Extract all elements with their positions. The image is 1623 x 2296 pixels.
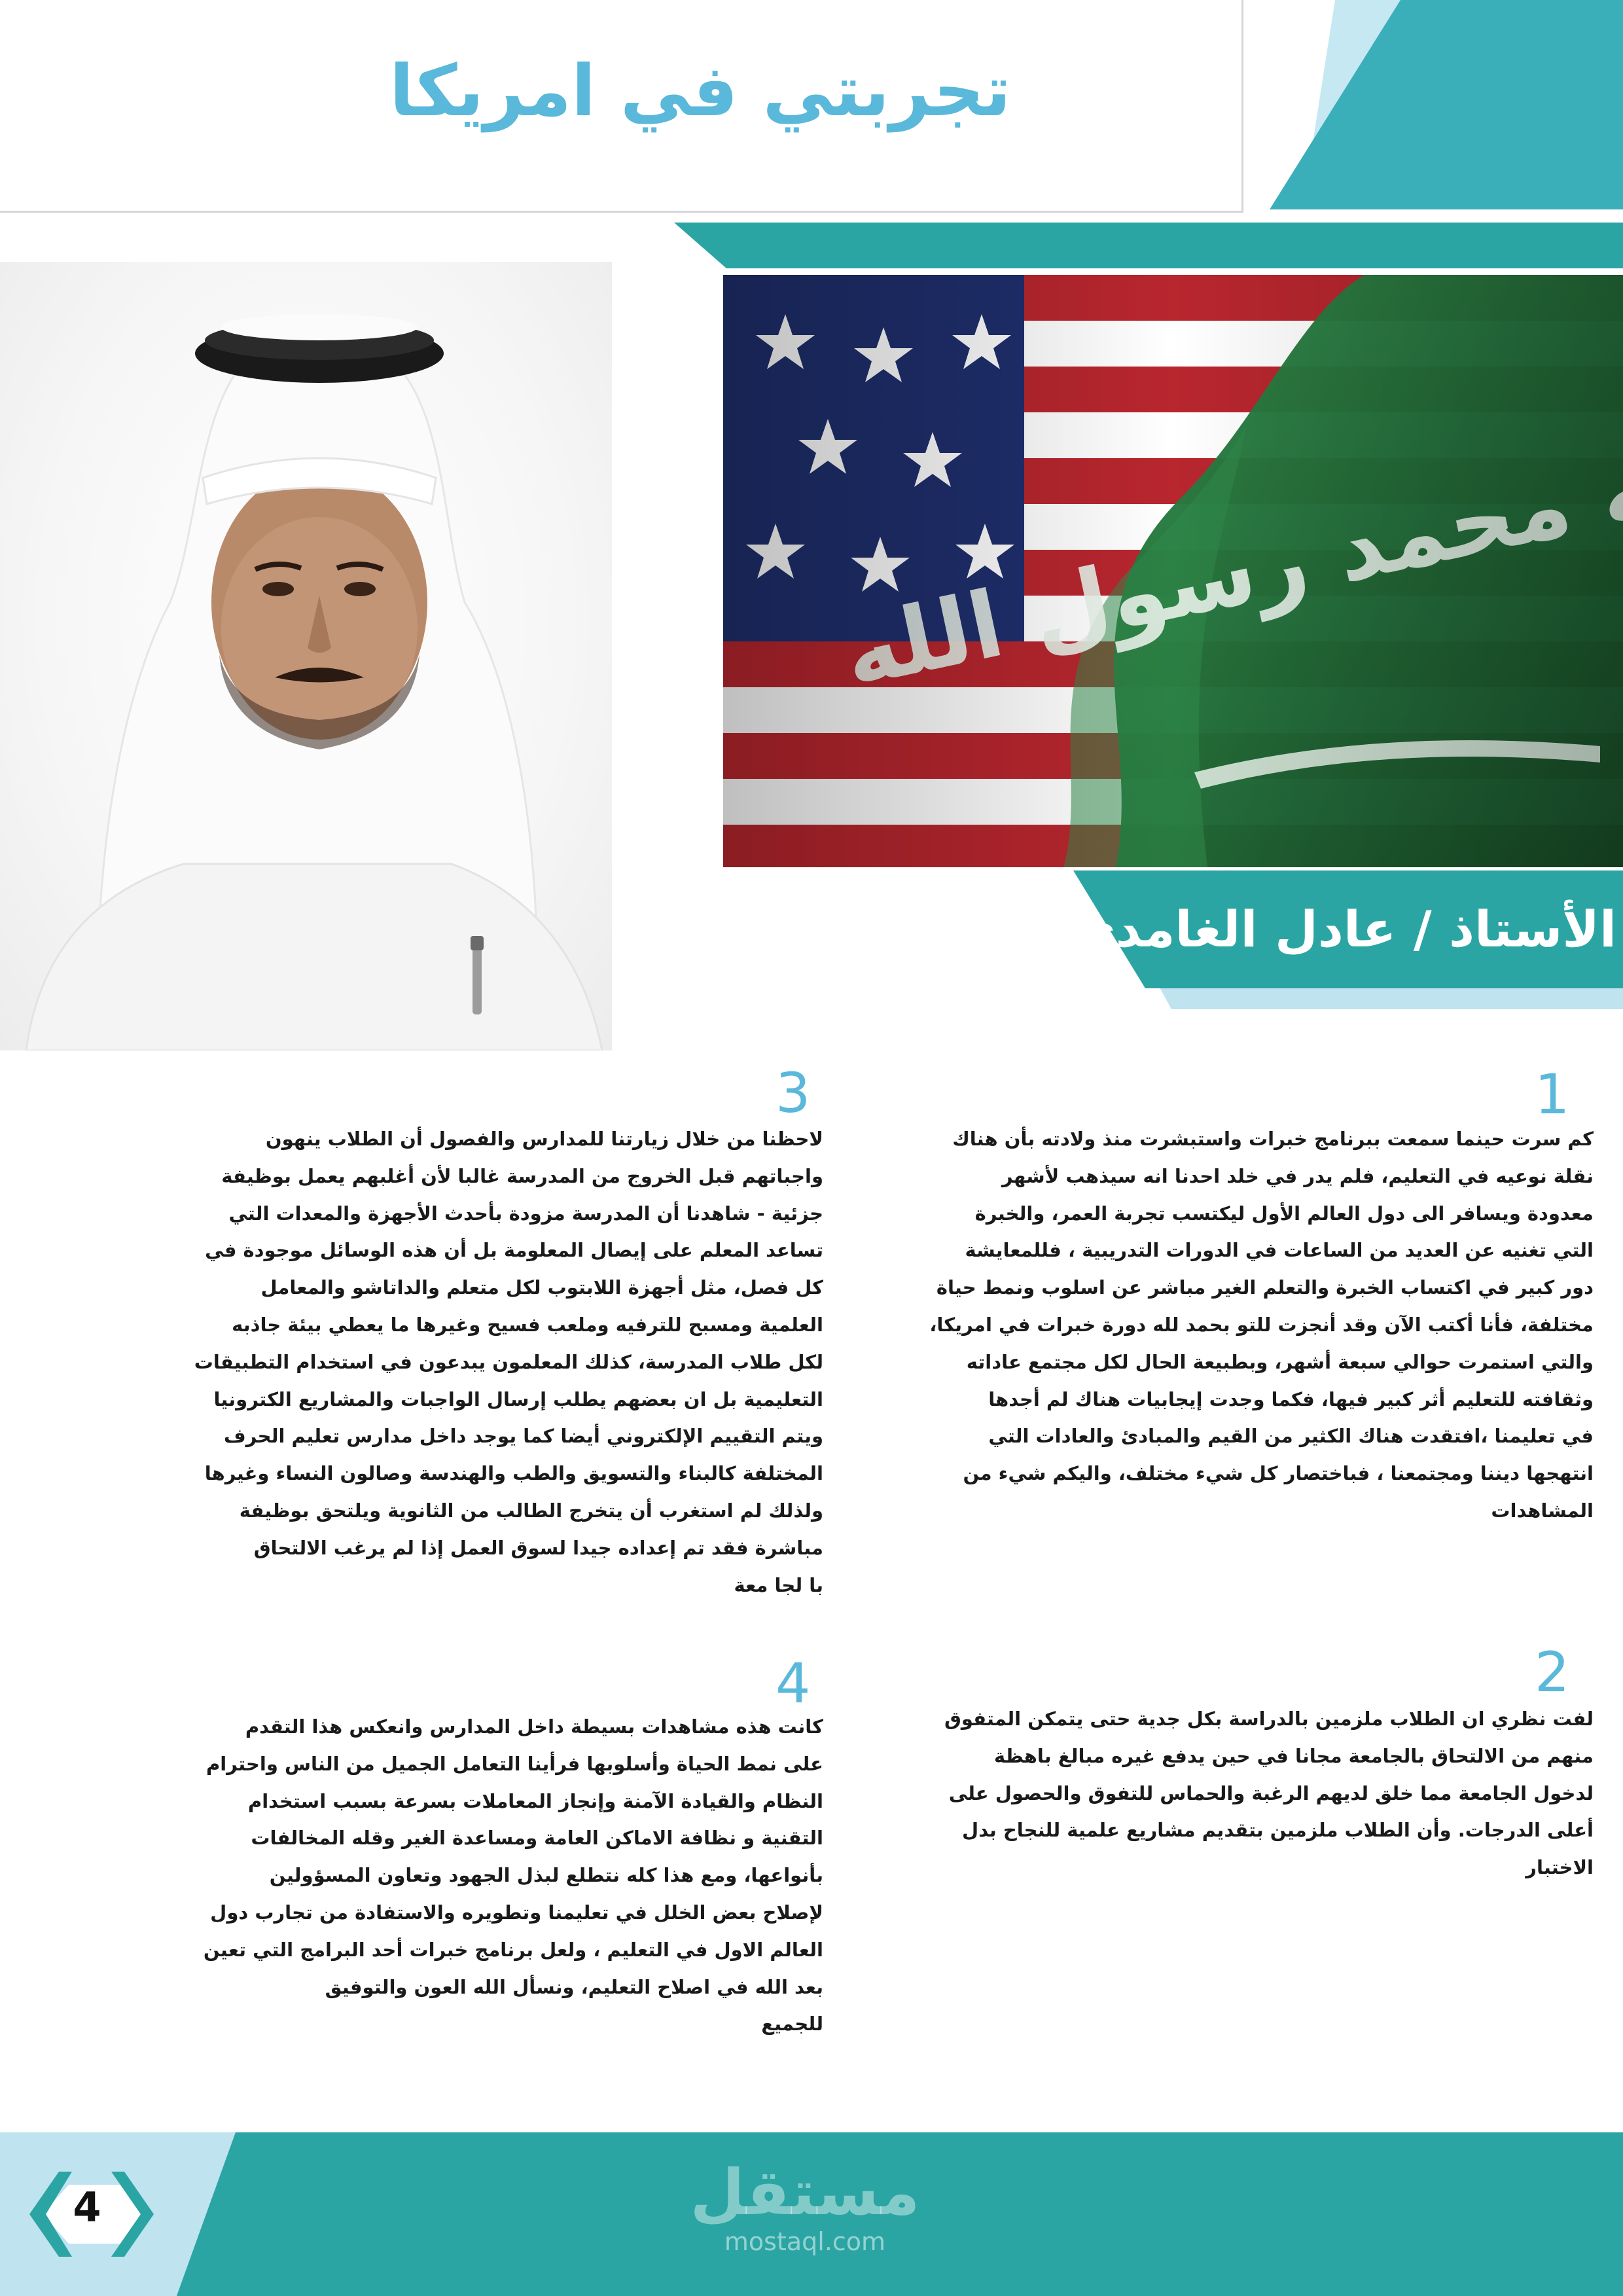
watermark-logo-ar: مستقل bbox=[690, 2156, 920, 2229]
section-1-number: 1 bbox=[1535, 1062, 1570, 1126]
author-name: الأستاذ / عادل الغامدي bbox=[1069, 900, 1616, 958]
section-4-text: كانت هذه مشاهدات بسيطة داخل المدارس وانعكس هذا التقدم على نمط الحياة وأسلوبها فرأينا التعامل الجميل من الناس واحترام النظام والقيادة الآمنة وإنجاز المعاملات بسرعة بسبب استخدام التقنية و نظافة الاماكن العامة ومساعدة الغير وقله المخالفات بأنواعها، ومع هذا كله نتطلع لبذل الجهود وتعاون المسؤولين لإصلاح بعض الخلل في تعليمنا وتطويره والاستفادة من تجارب دول العالم الاول في التعليم ، ولعل برنامج خبرات أحد البرامج التي تعين بعد الله في اصلاح التعليم، ونسأل الله العون والتوفيق للجميع bbox=[203, 1715, 823, 2036]
section-2-text: لفت نظري ان الطلاب ملزمين بالدراسة بكل جدية حتى يتمكن المتفوق منهم من الالتحاق بالجامعة مجانا في حين يدفع غيره مبالغ باهظة لدخول الجامعة مما خلق لديهم الرغبة والحماس للتفوق والحصول على أعلى الدرجات. وأن الطلاب ملزمين بتقديم مشاريع علمية للنجاح بدل الاختبار bbox=[944, 1708, 1594, 1879]
header-bottom-stripe bbox=[674, 223, 1623, 268]
page-number: 4 bbox=[73, 2183, 101, 2231]
section-4-number: 4 bbox=[776, 1651, 811, 1715]
flags-illustration bbox=[723, 275, 1623, 867]
section-2-number: 2 bbox=[1535, 1640, 1570, 1704]
section-3-number: 3 bbox=[776, 1061, 811, 1125]
flags-image bbox=[723, 275, 1623, 867]
author-portrait bbox=[0, 262, 612, 1050]
section-1-text: كم سرت حينما سمعت ببرنامج خبرات واستبشرت منذ ولادته بأن هناك نقلة نوعيه في التعليم، فلم يدر في خلد احدنا انه سيذهب لأشهر معدودة ويسافر الى دول العالم الأول ليكتسب تجربة العمر، والخبرة التي تغنيه عن العديد من الساعات في الدورات التدريبية ، فللمعايشة دور كبير في اكتساب الخبرة والتعلم الغير مباشر عن اسلوب ونمط حياة مختلفة، فأنا أكتب الآن وقد أنجزت للتو بحمد لله دورة خبرات في امريكا، والتي استمرت حوالي سبعة أشهر، وبطبيعة الحال لكل مجتمع عاداته وثقافته للتعليم أثر كبير فيها، فكما وجدت إيجابيات هناك لم أجدها في تعليمنا ،افتقدت هناك الكثير من القيم والمبادئ والعادات التي انتهجها ديننا ومجتمعنا ، فباختصار كل شيء مختلف، واليكم شيء من المشاهدات bbox=[929, 1128, 1594, 1522]
watermark-logo-en: mostaql.com bbox=[724, 2227, 886, 2256]
portrait-illustration bbox=[0, 262, 612, 1050]
section-3-text: لاحظنا من خلال زيارتنا للمدارس والفصول أن الطلاب ينهون واجباتهم قبل الخروج من المدرسة غالبا لأن أغلبهم يعمل بوظيفة جزئية - شاهدنا أن المدرسة مزودة بأحدث الأجهزة والمعدات التي تساعد المعلم على إيصال المعلومة بل أن هذه الوسائل موجودة في كل فصل، مثل أجهزة اللابتوب لكل متعلم والداتاشو والمعامل العلمية ومسبح للترفيه وملعب فسيح وغيرها ما يعطي بيئة جاذبه لكل طلاب المدرسة، كذلك المعلمون يبدعون في استخدام التطبيقات التعليمية بل ان بعضهم يطلب إرسال الواجبات والمشاريع الكترونيا ويتم التقييم الإلكتروني أيضا كما يوجد داخل مدارس تعليم الحرف المختلفة كالبناء والتسويق والطب والهندسة وصالون النساء وغيرها ولذلك لم استغرب أن يتخرج الطالب من الثانوية ويلتحق بوظيفة مباشرة فقد تم إعداده جيدا لسوق العمل إذا لم يرغب الالتحاق با لجا معة bbox=[194, 1128, 823, 1596]
page-title: تجربتي في امريكا bbox=[389, 50, 1011, 132]
